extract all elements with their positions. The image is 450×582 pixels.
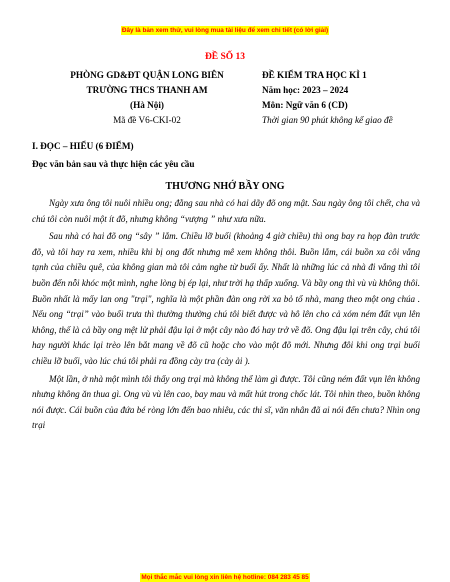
section-heading: I. ĐỌC – HIỂU (6 ĐIỂM) <box>32 141 134 151</box>
school-year: Năm học: 2023 – 2024 <box>262 85 349 95</box>
location: (Hà Nội) <box>130 100 164 110</box>
school-name: TRƯỜNG THCS THANH AM <box>86 85 208 95</box>
department-name: PHÒNG GD&ĐT QUẬN LONG BIÊN <box>70 70 224 80</box>
story-body <box>32 196 420 436</box>
exam-name: ĐỀ KIỂM TRA HỌC KÌ 1 <box>262 70 367 80</box>
paragraph: Sau nhà có hai đõ ong “sây ” lắm. Chiều lỡ buổi (khoảng 4 giờ chiều) thì ong bay ra họp đàn trước đõ, và tôi hay ra xem, nhiều khi bị ong đốt nhưng mê xem không thôi. Buồn lắm, cái buồn xa côi vắng tạnh của chiều quê, của không gian mà tôi cảm nghe từ buổi ấy. Nhất là những lúc cả nhà đi vắng thì tôi buồn đến nỗi khóc một mình, nghe lòng bị ép lại, như trời hạ thấp xuống. Và bầy ong thì vù vù không thôi. Buồn nhất là mấy lan ong "trại", nghĩa là một phần đàn ong rời xa bỏ tổ nhà, mang theo một ong chúa . Nếu ong “trại” vào buổi trưa thì thường thường chú tôi biết được và hô lên cho cả xóm ném đất vụn lên không, thế là cả bầy ong mệt lử phải đậu lại ở một cây nào đó hay trở về đõ. Ong đậu lại trên cây, chú tôi hay người khác lại trèo lên bắt mang về đõ cũ hoặc cho vào một đõ mới. Nhưng đôi khi ong trại buổi chiều lỡ buổi, vào lúc chú tôi phải ra đồng cày tra (cày ải ). <box>32 231 420 366</box>
preview-banner <box>0 27 450 34</box>
story-title: THƯƠNG NHỚ BẦY ONG <box>165 181 285 192</box>
exam-number-title: ĐỀ SỐ 13 <box>204 52 246 62</box>
preview-banner-text: Đây là bản xem thử, vui lòng mua tài liệu để xem chi tiết (có lời giải) <box>121 27 329 34</box>
paragraph: Một lần, ở nhà một mình tôi thấy ong trại mà không thể làm gì được. Tôi cũng ném đất vụn lên không nhưng không ăn thua gì. Ong vù vù lên cao, bay mau và mất hút trong chốc lát. Tôi nhìn theo, buồn không nói được. Cái buồn của đứa bé ròng lớn đến bao nhiêu, các thi sĩ, văn nhân đã ai nói đến chưa? Nhìn ong trại <box>32 373 420 431</box>
exam-code: Mã đề V6-CKI-02 <box>113 115 181 125</box>
hotline-banner-text: Mọi thắc mắc vui lòng xin liên hệ hotline: 084 283 45 85 <box>141 574 309 581</box>
hotline-banner <box>0 574 450 581</box>
instruction: Đọc văn bản sau và thực hiện các yêu cầu <box>32 159 195 169</box>
subject: Môn: Ngữ văn 6 (CD) <box>262 100 348 110</box>
header-right <box>262 68 432 128</box>
time-limit: Thời gian 90 phút không kể giao đề <box>262 115 393 125</box>
header-left <box>52 68 242 128</box>
paragraph: Ngày xưa ông tôi nuôi nhiều ong; đằng sau nhà có hai dãy đõ ong mật. Sau ngày ông tôi chết, cha và chú tôi còn nuôi một ít đõ, nhưng không “vượng ” như xưa nữa. <box>32 198 420 224</box>
